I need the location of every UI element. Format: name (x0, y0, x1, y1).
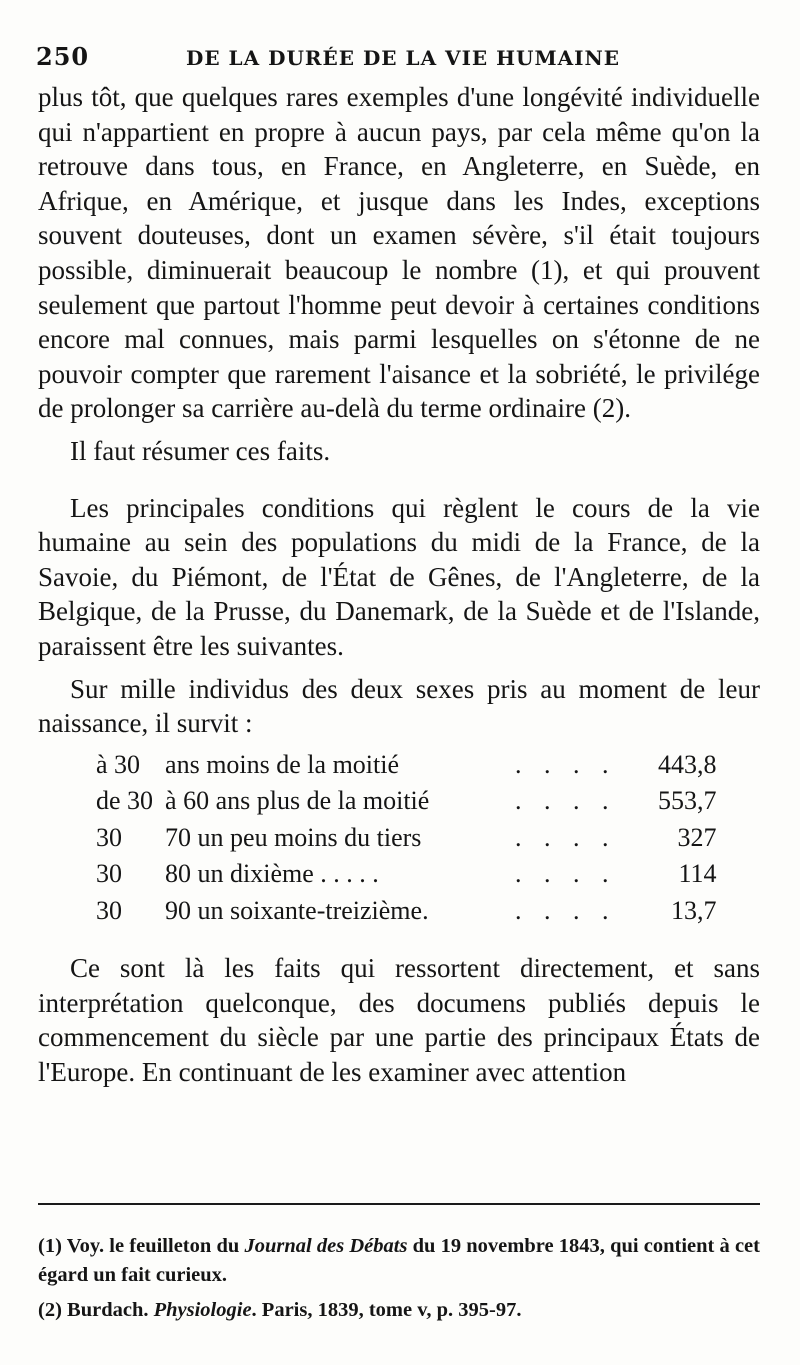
leader-dots: . . . . (515, 895, 617, 925)
footnote-2-book-title: Physiologie (153, 1299, 252, 1321)
footnote-2-text-end: . Paris, 1839, tome v, p. 395-97. (251, 1299, 522, 1321)
paragraph: Il faut résumer ces faits. (70, 435, 331, 466)
running-title: DE LA DURÉE DE LA VIE HUMAINE (186, 46, 620, 70)
value-cell: 553,7 (658, 786, 717, 816)
table-row (96, 856, 717, 893)
age-cell: 30 (96, 859, 122, 889)
description-cell: 70 un peu moins du tiers (165, 822, 422, 852)
paragraph: plus tôt, que quelques rares exemples d'une longévité individuelle qui n'appartient en propre à aucun pays, par cela même qu'on la retrouve dans tous, en France, en Angleterre, en Suède, en Afrique, en Amérique, et jusque dans les Indes, exceptions souvent douteuses, dont un examen sévère, s'il était toujours possible, diminuerait beaucoup le nombre (1), et qui prouvent seulement que partout l'homme peut devoir à certaines conditions encore mal connues, mais parmi lesquelles on s'étonne de ne pouvoir compter que rarement l'aisance et la sobriété, le privilége de prolonger sa carrière au-delà du terme ordinaire (2). (38, 82, 760, 424)
page-header (36, 38, 766, 72)
leader-dots: . . . . (515, 822, 617, 852)
footnote-1 (38, 1232, 760, 1290)
age-cell: de 30 (96, 786, 154, 816)
leader-dots: . . . . (515, 749, 617, 779)
value-cell: 13,7 (671, 895, 717, 925)
survival-table (96, 747, 717, 930)
age-cell: à 30 (96, 749, 141, 779)
footnote-1-text-end: du 19 novembre 1843, qui contient à cet égard un fait curieux. (38, 1235, 760, 1286)
footnotes (38, 1232, 760, 1325)
footnote-1-text: (1) Voy. le feuilleton du (38, 1235, 245, 1257)
age-cell: 30 (96, 822, 122, 852)
footnote-1-journal-title: Journal des Débats (244, 1235, 408, 1257)
description-cell: à 60 ans plus de la moitié (165, 786, 430, 816)
table-row (96, 820, 717, 857)
paragraph: Ce sont là les faits qui ressortent directement, et sans interprétation quelconque, des documens publiés depuis le commencement du siècle par une partie des principaux États de l'Europe. En continuant de les examiner avec attention (38, 953, 760, 1087)
paragraph: Les principales conditions qui règlent le cours de la vie humaine au sein des populations du midi de la France, de la Savoie, du Piémont, de l'État de Gênes, de l'Angleterre, de la Belgique, de la Prusse, du Danemark, de la Suède et de l'Islande, paraissent être les suivantes. (38, 492, 760, 661)
leader-dots: . . . . (515, 786, 617, 816)
description-cell: 80 un dixième . . . . . (165, 859, 379, 889)
table-row (96, 783, 717, 820)
age-cell: 30 (96, 895, 122, 925)
table-row (96, 747, 717, 784)
value-cell: 114 (678, 859, 717, 889)
footnote-divider (38, 1203, 760, 1205)
footnote-2-text: (2) Burdach. (38, 1299, 154, 1321)
body-text (38, 80, 760, 1090)
description-cell: 90 un soixante-treizième. (165, 895, 429, 925)
paragraph: Sur mille individus des deux sexes pris au moment de leur naissance, il survit : (38, 673, 760, 739)
value-cell: 443,8 (658, 749, 717, 779)
page-number: 250 (36, 42, 90, 71)
leader-dots: . . . . (515, 859, 617, 889)
description-cell: ans moins de la moitié (165, 749, 400, 779)
value-cell: 327 (677, 822, 717, 852)
table-row (96, 893, 717, 930)
footnote-2 (38, 1296, 760, 1325)
